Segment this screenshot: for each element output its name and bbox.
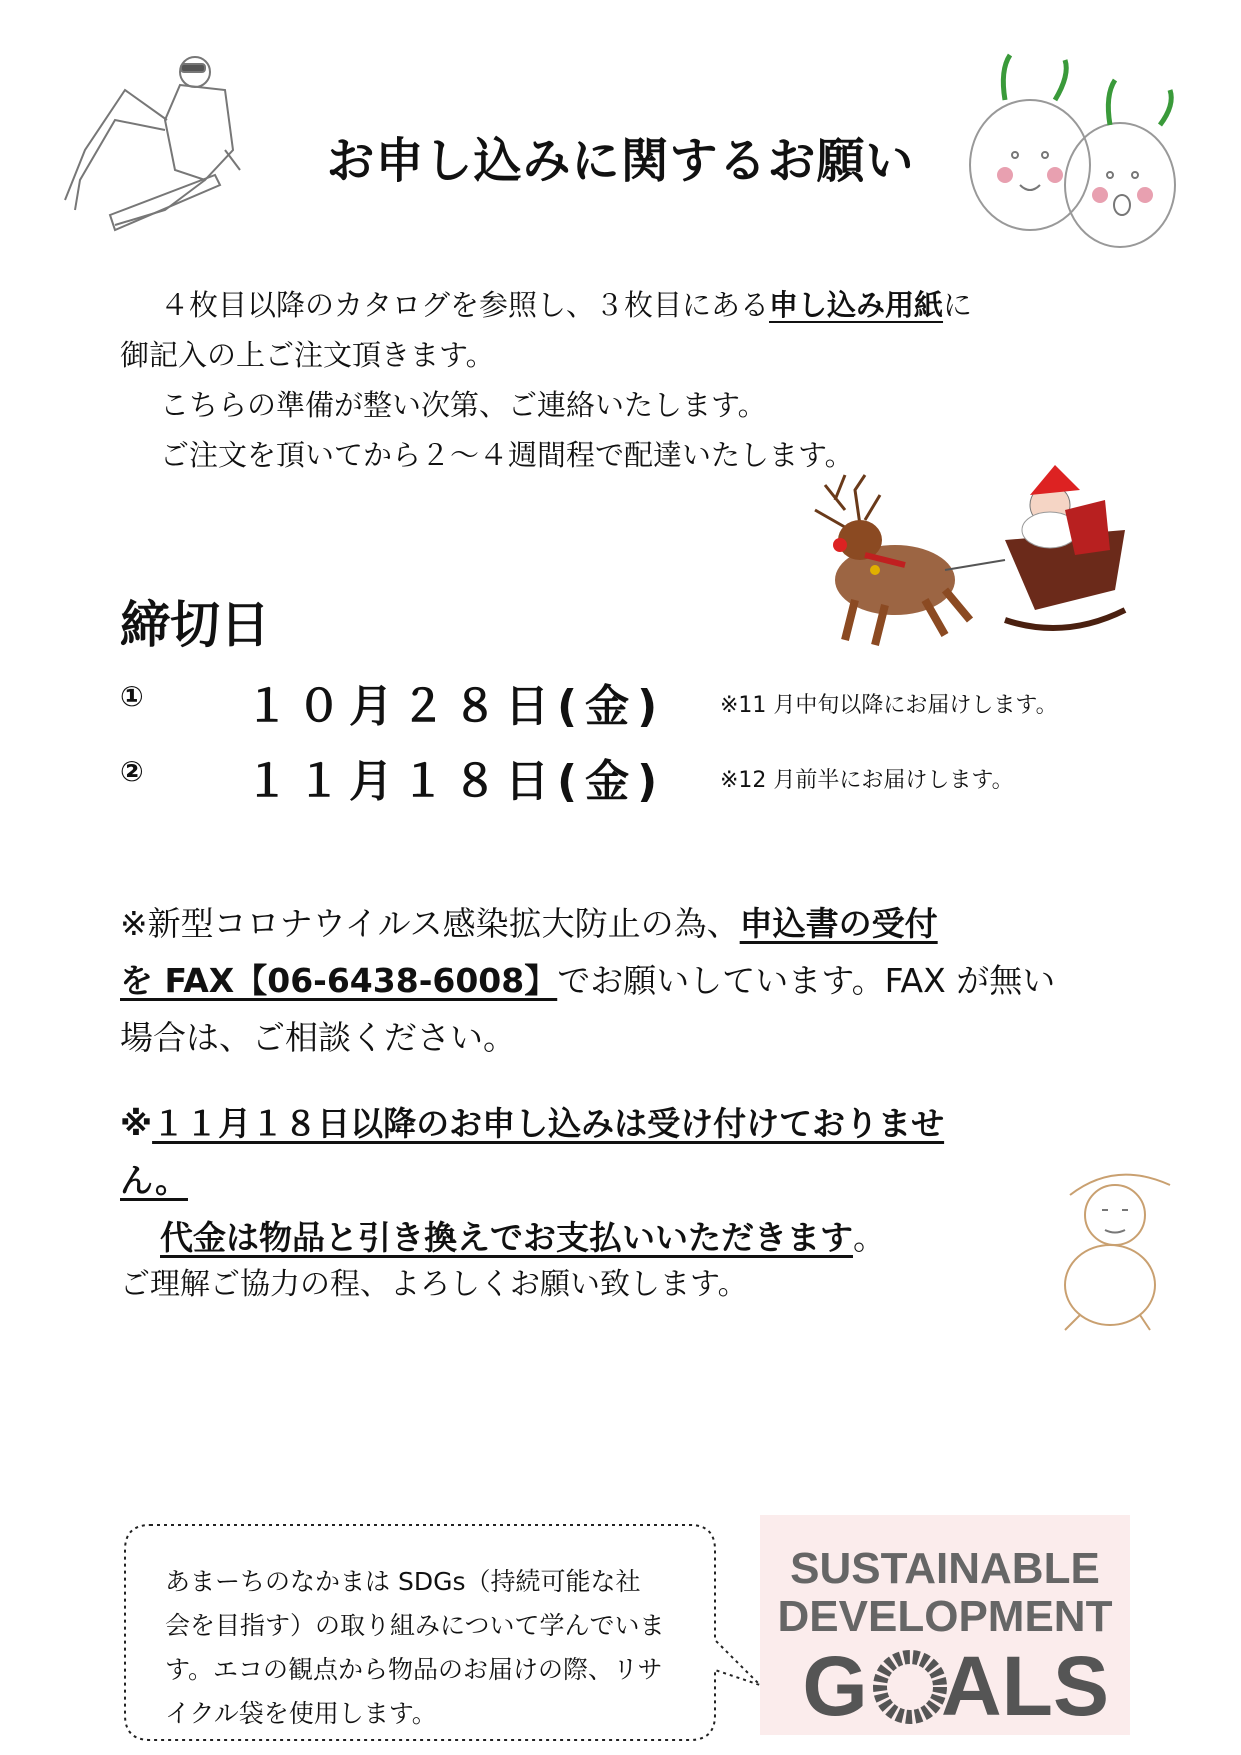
- notice-mark: ※: [120, 1104, 153, 1143]
- deadline-date-2: １１月１８日(金): [245, 756, 666, 807]
- notice-cutoff-line-2: ん。: [120, 1161, 188, 1200]
- intro-line-4: ご注文を頂いてから２～４週間程で配達いたします。: [160, 438, 854, 472]
- intro-line-2: 御記入の上ご注文頂きます。: [120, 338, 495, 372]
- notice-payment-end: 。: [853, 1218, 886, 1257]
- notice-fax-underline-1: 申込書の受付: [739, 904, 938, 943]
- notice-line-1: ※新型コロナウイルス感染拡大防止の為、: [120, 904, 740, 943]
- speech-bubble-text: あまーちのなかまは SDGs（持続可能な社会を目指す）の取り組みについて学んでいます。エコの観点から物品のお届けの際、リサイクル袋を使用します。: [165, 1567, 665, 1728]
- intro-line-3: こちらの準備が整い次第、ご連絡いたします。: [160, 388, 767, 422]
- notice-payment: 代金は物品と引き換えでお支払いいただきます: [160, 1218, 853, 1257]
- rabbits-illustration: [960, 45, 1190, 245]
- deadline-number-2: ②: [120, 755, 144, 788]
- deadline-note-1: ※11 月中旬以降にお届けします。: [720, 693, 1058, 718]
- sdgs-logo: [760, 1515, 1130, 1735]
- notice-block: [120, 895, 1120, 1066]
- deadline-heading: 締切日: [120, 596, 270, 654]
- sdgs-line-2: DEVELOPMENT: [777, 1592, 1113, 1641]
- notice-line-3: 場合は、ご相談ください。: [120, 1018, 516, 1057]
- deadline-row-2: [120, 745, 1120, 805]
- notice-cutoff-line-1: １１月１８日以降のお申し込みは受け付けておりませ: [152, 1104, 945, 1143]
- deadline-number-1: ①: [120, 680, 144, 713]
- snowboarder-illustration: [55, 50, 245, 250]
- sdgs-wheel-icon: [880, 1657, 940, 1717]
- mascot-illustration: [1040, 1155, 1190, 1350]
- intro-paragraph: [120, 280, 1120, 480]
- notice-closing: ご理解ご協力の程、よろしくお願い致します。: [120, 1267, 748, 1302]
- sdgs-logo-art: [760, 1515, 1130, 1735]
- page-title: お申し込みに関するお願い: [326, 133, 915, 189]
- intro-line-1: ４枚目以降のカタログを参照し、３枚目にある: [160, 288, 770, 322]
- deadline-date-1: １０月２８日(金): [245, 681, 666, 732]
- notice-line-2: でお願いしています。FAX が無い: [557, 961, 1056, 1000]
- sdgs-als: ALS: [941, 1639, 1109, 1733]
- santa-sleigh-illustration: [805, 470, 1135, 655]
- deadline-row-1: [120, 670, 1120, 730]
- deadline-note-2: ※12 月前半にお届けします。: [720, 768, 1014, 793]
- application-form-link: 申し込み用紙: [769, 288, 944, 322]
- notice-block-2: [120, 1095, 1120, 1266]
- notice-fax-number: を FAX【06-6438-6008】: [120, 961, 558, 1000]
- intro-line-1-end: に: [943, 288, 973, 322]
- sdgs-g: G: [802, 1639, 868, 1733]
- sdgs-line-1: SUSTAINABLE: [790, 1544, 1100, 1593]
